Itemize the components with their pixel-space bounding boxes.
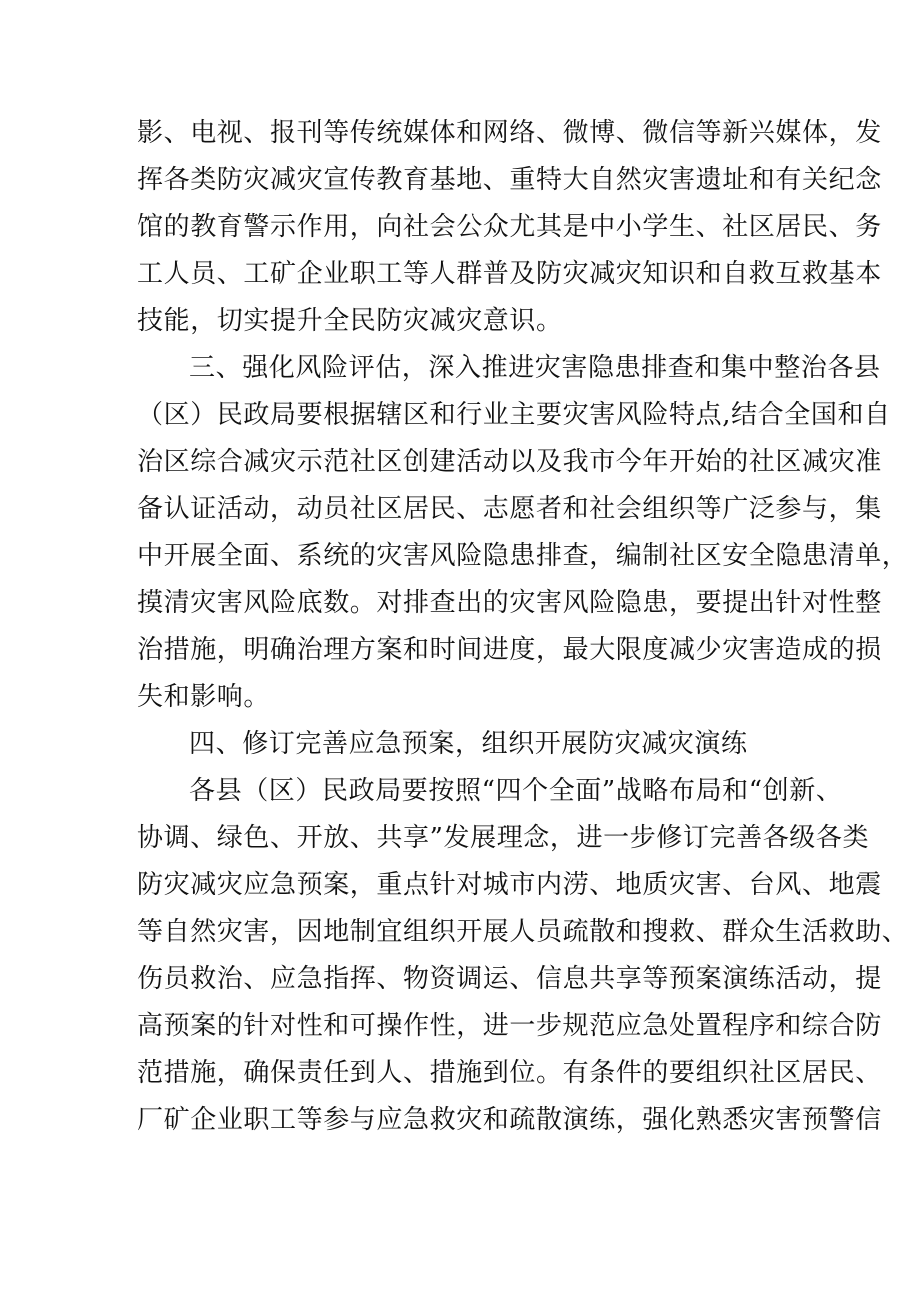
section-heading: 三、强化风险评估，深入推进灾害隐患排查和集中整治各县 [189,353,881,383]
text-line: 防灾减灾应急预案，重点针对城市内涝、地质灾害、台风、地震 [137,870,882,900]
text-line: 治区综合减灾示范社区创建活动以及我市今年开始的社区减灾准 [137,447,882,477]
text-line: 失和影响。 [137,682,271,712]
section-heading: 四、修订完善应急预案，组织开展防灾减灾演练 [189,729,748,759]
text-line: 治措施，明确治理方案和时间进度，最大限度减少灾害造成的损 [137,635,882,665]
text-line: 备认证活动，动员社区居民、志愿者和社会组织等广泛参与，集 [137,494,882,524]
text-line: 影、电视、报刊等传统媒体和网络、微博、微信等新兴媒体，发 [137,118,882,148]
text-line: 中开展全面、系统的灾害风险隐患排查，编制社区安全隐患清单， [137,541,909,571]
paragraph-first-line: 各县（区）民政局要按照“四个全面”战略布局和“创新、 [189,776,843,806]
text-line: 等自然灾害，因地制宜组织开展人员疏散和搜救、群众生活救助、 [137,917,909,947]
text-line: （区）民政局要根据辖区和行业主要灾害风险特点,结合全国和自 [137,400,891,430]
text-line: 协调、绿色、开放、共享”发展理念，进一步修订完善各级各类 [137,823,870,853]
text-line: 范措施，确保责任到人、措施到位。有条件的要组织社区居民、 [137,1058,882,1088]
text-line: 工人员、工矿企业职工等人群普及防灾减灾知识和自救互救基本 [137,259,882,289]
text-line: 摸清灾害风险底数。对排查出的灾害风险隐患，要提出针对性整 [137,588,882,618]
text-line: 厂矿企业职工等参与应急救灾和疏散演练，强化熟悉灾害预警信 [137,1105,882,1135]
text-line: 馆的教育警示作用，向社会公众尤其是中小学生、社区居民、务 [137,212,882,242]
text-line: 技能，切实提升全民防灾减灾意识。 [137,306,563,336]
text-line: 挥各类防灾减灾宣传教育基地、重特大自然灾害遗址和有关纪念 [137,165,882,195]
text-line: 伤员救治、应急指挥、物资调运、信息共享等预案演练活动，提 [137,964,882,994]
text-line: 高预案的针对性和可操作性，进一步规范应急处置程序和综合防 [137,1011,882,1041]
